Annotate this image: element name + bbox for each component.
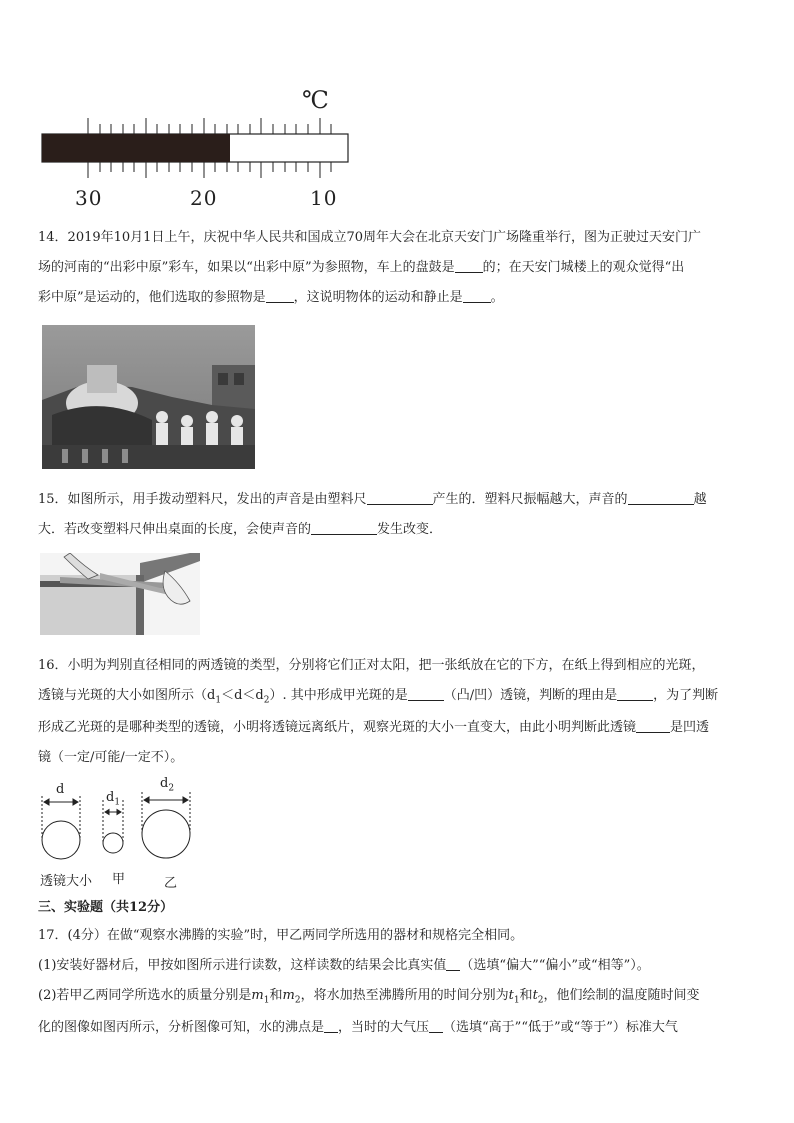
var-m2-sub: 2 xyxy=(294,995,301,1006)
thermometer-label-10: 10 xyxy=(310,186,338,210)
q14-line-1 xyxy=(38,228,760,248)
q16-line-3 xyxy=(38,718,760,738)
q17-line-2 xyxy=(38,956,760,976)
q16-text-2d: （凸/凹）透镜，判断的理由是 xyxy=(443,688,618,703)
var-t1: t xyxy=(508,988,514,1003)
q16-text-1: 16．小明为判别直径相同的两透镜的类型，分别将它们正对太阳，把一张纸放在它的下方，在纸上得到相应的光斑， xyxy=(38,658,705,673)
q16-text-2e: ，为了判断 xyxy=(653,688,719,703)
q17-text-4c: （选填“高于”“低于”或“等于”）标准大气 xyxy=(443,1020,678,1035)
label-lens-size: 透镜大小 xyxy=(40,874,93,889)
label-d1 xyxy=(106,790,120,808)
thermometer-unit: ℃ xyxy=(302,86,329,114)
q17-text-4a: 化的图像如图丙所示，分析图像可知，水的沸点是 xyxy=(38,1020,325,1035)
q15-line-2 xyxy=(38,520,760,540)
q17-line-3 xyxy=(38,986,760,1011)
section-3-title-text: 三、实验题（共12分） xyxy=(38,900,174,915)
q16-text-2a: 透镜与光斑的大小如图所示（d xyxy=(38,688,216,703)
q16-text-4: 镜（一定/可能/一定不）。 xyxy=(38,750,184,765)
answer-blank[interactable] xyxy=(628,490,694,505)
q15-text-1c: 越 xyxy=(693,492,707,507)
q17-text-3b: 和 xyxy=(269,988,283,1003)
var-t1-sub: 1 xyxy=(513,995,520,1006)
label-d: d xyxy=(56,782,65,797)
answer-blank[interactable] xyxy=(311,520,377,535)
answer-blank[interactable] xyxy=(455,258,483,273)
q14-text-2b: 的；在天安门城楼上的观众觉得“出 xyxy=(482,260,685,275)
var-m2: m xyxy=(282,988,295,1003)
thermometer-label-30: 30 xyxy=(75,186,103,210)
var-m1: m xyxy=(251,988,264,1003)
q15-line-1 xyxy=(38,490,760,510)
q17-text-3e: ，他们绘制的温度随时间变 xyxy=(543,988,700,1003)
q17-line-4 xyxy=(38,1018,760,1038)
label-jia: 甲 xyxy=(112,872,126,887)
q16-sub-2: 2 xyxy=(263,695,270,706)
label-d1-main: d xyxy=(106,790,115,805)
q16-text-2c: ）. 其中形成甲光斑的是 xyxy=(269,688,408,703)
q17-text-3a: (2)若甲乙两同学所选水的质量分别是 xyxy=(38,988,252,1003)
label-d2 xyxy=(160,776,174,794)
q17-text-4b: ，当时的大气压 xyxy=(338,1020,430,1035)
q15-text-2a: 大．若改变塑料尺伸出桌面的长度，会使声音的 xyxy=(38,522,312,537)
q15-text-1b: 产生的．塑料尺振幅越大，声音的 xyxy=(432,492,628,507)
q14-text-2a: 场的河南的“出彩中原”彩车，如果以“出彩中原”为参照物，车上的盘鼓是 xyxy=(38,260,455,275)
answer-blank[interactable] xyxy=(367,490,433,505)
label-yi: 乙 xyxy=(164,876,178,891)
q17-text-2a: (1)安装好器材后，甲按如图所示进行读数，这样读数的结果会比真实值 xyxy=(38,958,447,973)
parade-float-photo xyxy=(42,325,255,469)
q16-text-3b: 是凹透 xyxy=(670,720,710,735)
q14-text-3c: 。 xyxy=(490,290,504,305)
lens-diagram xyxy=(36,776,206,891)
q15-text-1a: 15．如图所示，用手拨动塑料尺，发出的声音是由塑料尺 xyxy=(38,492,367,507)
answer-blank[interactable] xyxy=(408,686,444,701)
q17-line-1 xyxy=(38,926,760,946)
ruler-pluck-photo xyxy=(40,553,200,635)
q16-sub-1: 1 xyxy=(215,695,222,706)
var-m1-sub: 1 xyxy=(263,995,270,1006)
label-d1-sub: 1 xyxy=(114,797,121,808)
answer-blank[interactable] xyxy=(446,956,460,971)
q14-text-1: 14．2019年10月1日上午，庆祝中华人民共和国成立70周年大会在北京天安门广场隆重举行，图为正驶过天安门广 xyxy=(38,230,701,245)
q16-line-4 xyxy=(38,748,760,768)
q14-line-3 xyxy=(38,288,760,308)
q17-text-2b: （选填“偏大”“偏小”或“相等”）。 xyxy=(460,958,650,973)
var-t2: t xyxy=(532,988,538,1003)
lens-circles xyxy=(36,783,206,866)
q17-text-3c: ，将水加热至沸腾所用的时间分别为 xyxy=(300,988,509,1003)
answer-blank[interactable] xyxy=(636,718,670,733)
liquid-column xyxy=(42,134,230,162)
label-d2-sub: 2 xyxy=(168,783,175,794)
q15-text-2b: 发生改变． xyxy=(377,522,443,537)
var-t2-sub: 2 xyxy=(537,995,544,1006)
answer-blank[interactable] xyxy=(429,1018,443,1033)
q17-text-1: 17．(4分）在做“观察水沸腾的实验”时，甲乙两同学所选用的器材和规格完全相同。 xyxy=(38,928,524,943)
q16-text-3a: 形成乙光斑的是哪种类型的透镜，小明将透镜远离纸片，观察光斑的大小一直变大，由此小明判断此透镜 xyxy=(38,720,637,735)
q14-text-3b: ，这说明物体的运动和静止是 xyxy=(293,290,463,305)
answer-blank[interactable] xyxy=(617,686,653,701)
q14-text-3a: 彩中原”是运动的，他们选取的参照物是 xyxy=(38,290,266,305)
q17-text-3d: 和 xyxy=(519,988,533,1003)
section-3-title xyxy=(38,898,760,918)
answer-blank[interactable] xyxy=(463,288,491,303)
q16-text-2b: ＜d＜d xyxy=(221,688,264,703)
q14-line-2 xyxy=(38,258,760,278)
label-d2-main: d xyxy=(160,776,169,791)
thermometer-label-20: 20 xyxy=(190,186,218,210)
answer-blank[interactable] xyxy=(324,1018,338,1033)
q16-line-2 xyxy=(38,686,760,711)
answer-blank[interactable] xyxy=(266,288,294,303)
q16-line-1 xyxy=(38,656,760,676)
